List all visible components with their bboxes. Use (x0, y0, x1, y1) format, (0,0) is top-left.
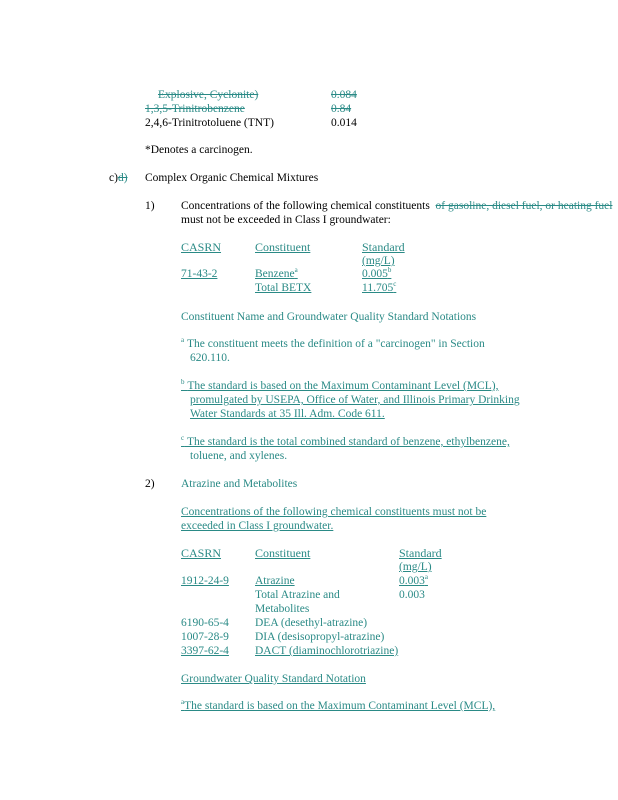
item1-intro-part2: must not be exceeded in Class I groundwater: (181, 214, 391, 226)
section-marker-new: c) (109, 172, 118, 184)
item1-header-standard: Standard (362, 240, 405, 254)
item1-note-b-line3: Water Standards at 35 Ill. Adm. Code 611. (190, 408, 385, 420)
top-row-3-name: 2,4,6-Trinitrotoluene (TNT) (145, 117, 274, 129)
item2-row6-casrn: 3397-62-4 (181, 645, 229, 657)
section-title: Complex Organic Chemical Mixtures (145, 172, 319, 184)
item2-row1-casrn: 1912-24-9 (181, 575, 229, 587)
item1-note-c-line2: toluene, and xylenes. (190, 450, 288, 462)
item1-row2-standard: 11.705$^c$ (362, 280, 397, 294)
item1-notations-title: Constituent Name and Groundwater Quality Standard Notations (181, 311, 477, 323)
top-row-1-value: 0.084 (331, 89, 357, 101)
item2-row2-constituent: Total Atrazine and (255, 589, 340, 601)
item2-header-units: (mg/L) (399, 561, 432, 573)
item1-number: 1) (145, 200, 155, 212)
item2-row5-constituent: DIA (desisopropyl-atrazine) (255, 631, 385, 643)
item1-note-a-line1: $^a$ The constituent meets the definition of a "carcinogen" in Section (181, 336, 485, 350)
item1-intro-deleted: of gasoline, diesel fuel, or heating fuel (435, 200, 613, 212)
item1-intro-line2 (181, 213, 391, 227)
item2-header-constituent: Constituent (255, 546, 311, 560)
top-row-1-name: Explosive, Cyclonite) (158, 89, 259, 101)
item2-row5-casrn: 1007-28-9 (181, 631, 229, 643)
item2-number: 2) (145, 478, 155, 490)
item1-note-c-line1: $^c$ The standard is the total combined standard of benzene, ethylbenzene, (181, 434, 510, 448)
item2-header-standard: Standard (399, 546, 442, 560)
item2-row4-constituent: DEA (desethyl-atrazine) (255, 617, 368, 629)
item1-header-casrn: CASRN (181, 240, 222, 254)
item2-row3-constituent: Metabolites (255, 603, 310, 615)
item2-row6-constituent: DACT (diaminochlorotriazine) (255, 645, 399, 657)
top-row-2-value: 0.84 (331, 103, 352, 115)
section-marker (109, 171, 128, 185)
item1-intro-line1 (181, 199, 612, 213)
top-row-3-value: 0.014 (331, 117, 357, 129)
top-row-2-name: 1,3,5-Trinitrobenzene (145, 103, 245, 115)
item2-header-casrn: CASRN (181, 546, 222, 560)
item2-note-a: $^a$The standard is based on the Maximum Contaminant Level (MCL), (181, 698, 496, 712)
carcinogen-note: *Denotes a carcinogen. (145, 144, 253, 156)
item1-note-b-line2: promulgated by USEPA, Office of Water, and Illinois Primary Drinking (190, 394, 520, 406)
item1-note-a-line2: 620.110. (190, 352, 230, 364)
item2-row1-constituent: Atrazine (255, 575, 295, 587)
item2-row4-casrn: 6190-65-4 (181, 617, 229, 629)
item1-note-b-line1: $^b$ The standard is based on the Maximum Contaminant Level (MCL), (181, 378, 499, 392)
item1-row1-standard: 0.005$^b$ (362, 266, 392, 280)
item1-row1-constituent: Benzene$^a$ (255, 266, 298, 280)
section-marker-old: d) (117, 172, 128, 184)
item1-row1-casrn: 71-43-2 (181, 268, 218, 280)
item2-row2-standard: 0.003 (399, 589, 425, 601)
item1-row2-constituent: Total BETX (255, 282, 312, 294)
item1-intro-part1: Concentrations of the following chemical constituents (181, 200, 430, 212)
item2-intro-line2: exceeded in Class I groundwater. (181, 520, 334, 532)
item2-row1-standard: 0.003$^a$ (399, 573, 428, 587)
item2-intro-line1: Concentrations of the following chemical constituents must not be (181, 506, 487, 518)
item2-title: Atrazine and Metabolites (181, 478, 298, 490)
item1-header-units: (mg/L) (362, 255, 395, 267)
item2-notation-title: Groundwater Quality Standard Notation (181, 673, 366, 685)
item1-header-constituent: Constituent (255, 240, 311, 254)
